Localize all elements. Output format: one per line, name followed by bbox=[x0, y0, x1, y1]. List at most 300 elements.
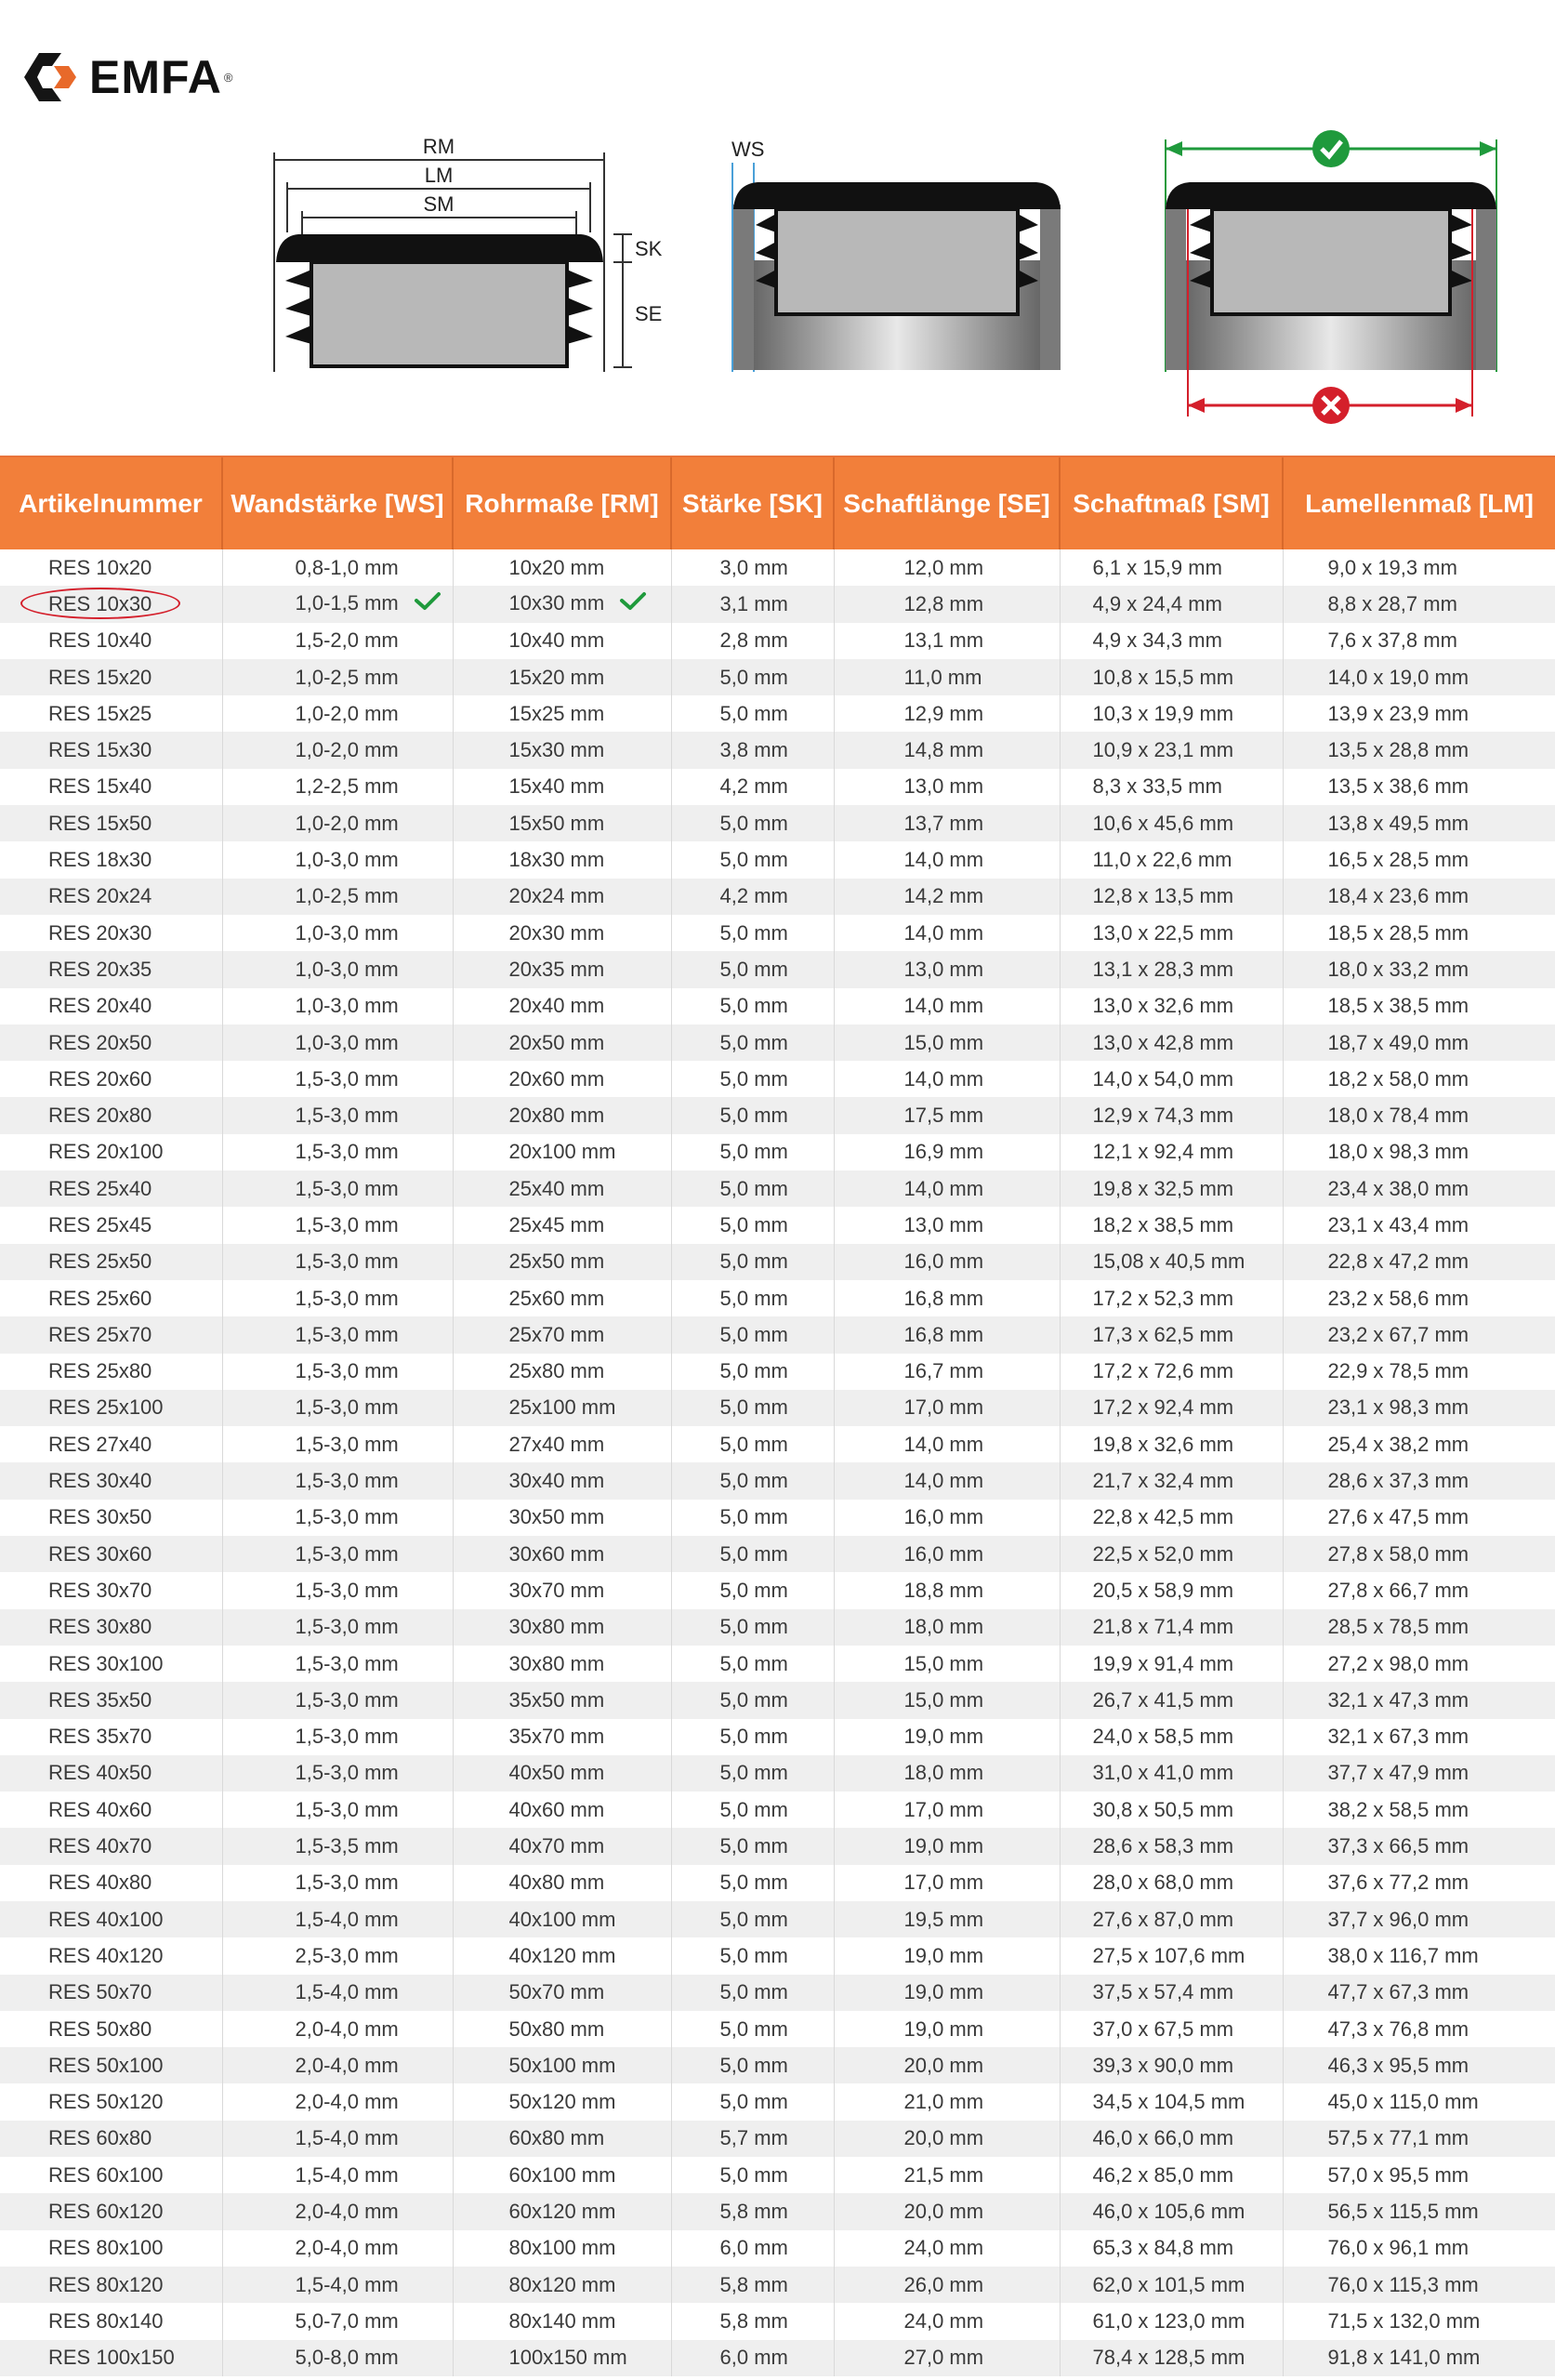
cell-wandstaerke-text: 1,5-3,0 mm bbox=[295, 1871, 399, 1895]
cell-lamellenmass-text: 46,3 x 95,5 mm bbox=[1327, 2053, 1469, 2077]
cell-lamellenmass bbox=[1283, 1426, 1555, 1462]
cell-lamellenmass-text: 18,2 x 58,0 mm bbox=[1327, 1066, 1469, 1091]
checkmark-icon bbox=[619, 591, 647, 617]
cell-artikelnummer-text: RES 30x50 bbox=[48, 1505, 152, 1529]
cell-schaftmass bbox=[1060, 586, 1283, 622]
cell-artikelnummer-text: RES 50x120 bbox=[48, 2090, 164, 2114]
cell-schaftlaenge bbox=[834, 1462, 1060, 1499]
cell-wandstaerke-text: 1,5-4,0 mm bbox=[295, 1907, 399, 1931]
cell-lamellenmass-text: 25,4 x 38,2 mm bbox=[1327, 1432, 1469, 1456]
cell-schaftlaenge-text: 16,0 mm bbox=[903, 1250, 984, 1274]
registered-mark: ® bbox=[223, 70, 233, 85]
cell-artikelnummer bbox=[0, 1609, 222, 1646]
cell-wandstaerke-text: 1,5-4,0 mm bbox=[295, 2126, 399, 2150]
table-row bbox=[0, 1280, 1555, 1316]
cell-artikelnummer bbox=[0, 659, 222, 695]
cell-schaftlaenge-text: 16,8 mm bbox=[903, 1322, 984, 1346]
cell-staerke bbox=[671, 1462, 834, 1499]
cell-rohrmasse bbox=[453, 1937, 671, 1974]
cell-lamellenmass-text: 37,3 x 66,5 mm bbox=[1327, 1834, 1469, 1858]
cell-schaftmass-text: 21,7 x 32,4 mm bbox=[1092, 1469, 1234, 1493]
cell-artikelnummer-text: RES 30x80 bbox=[48, 1615, 152, 1639]
cell-rohrmasse-text: 20x35 mm bbox=[508, 957, 605, 981]
cell-rohrmasse bbox=[453, 1244, 671, 1280]
cell-schaftmass-text: 26,7 x 41,5 mm bbox=[1092, 1687, 1234, 1712]
cell-rohrmasse-text: 30x60 mm bbox=[508, 1541, 605, 1566]
cell-staerke bbox=[671, 1792, 834, 1828]
cell-schaftlaenge-text: 17,0 mm bbox=[903, 1871, 984, 1895]
cell-lamellenmass bbox=[1283, 2303, 1555, 2339]
cell-schaftmass-text: 10,3 x 19,9 mm bbox=[1092, 701, 1234, 725]
table-row bbox=[0, 1207, 1555, 1243]
cell-rohrmasse bbox=[453, 2121, 671, 2157]
cell-lamellenmass-text: 18,5 x 38,5 mm bbox=[1327, 994, 1469, 1018]
cell-artikelnummer-text: RES 25x45 bbox=[48, 1212, 152, 1236]
cell-schaftmass bbox=[1060, 879, 1283, 915]
table-row bbox=[0, 1500, 1555, 1536]
cell-rohrmasse bbox=[453, 1170, 671, 1207]
cell-schaftlaenge bbox=[834, 1354, 1060, 1390]
cell-wandstaerke bbox=[222, 623, 453, 659]
cell-schaftlaenge bbox=[834, 1316, 1060, 1353]
cell-wandstaerke-text: 1,5-3,0 mm bbox=[295, 1725, 399, 1749]
cell-schaftmass-text: 28,6 x 58,3 mm bbox=[1092, 1834, 1234, 1858]
cell-schaftlaenge bbox=[834, 1755, 1060, 1792]
cell-wandstaerke bbox=[222, 988, 453, 1025]
cell-rohrmasse bbox=[453, 1025, 671, 1061]
cell-lamellenmass bbox=[1283, 951, 1555, 987]
header-artikelnummer: Artikelnummer bbox=[0, 456, 222, 549]
cell-rohrmasse-text: 30x40 mm bbox=[508, 1469, 605, 1493]
cell-lamellenmass bbox=[1283, 1207, 1555, 1243]
table-row bbox=[0, 1462, 1555, 1499]
cell-schaftlaenge bbox=[834, 695, 1060, 732]
cell-lamellenmass bbox=[1283, 1316, 1555, 1353]
cell-artikelnummer-text: RES 25x80 bbox=[48, 1359, 152, 1383]
cell-wandstaerke-text: 1,5-3,0 mm bbox=[295, 1578, 399, 1602]
cell-lamellenmass bbox=[1283, 549, 1555, 586]
cell-lamellenmass-text: 91,8 x 141,0 mm bbox=[1327, 2346, 1481, 2370]
cross-circle-icon bbox=[1312, 387, 1350, 424]
cell-lamellenmass bbox=[1283, 1536, 1555, 1572]
cell-schaftmass bbox=[1060, 695, 1283, 732]
cell-schaftlaenge-text: 14,8 mm bbox=[903, 738, 984, 762]
cell-staerke-text: 5,0 mm bbox=[719, 1469, 788, 1493]
cell-lamellenmass bbox=[1283, 1025, 1555, 1061]
cell-artikelnummer-text: RES 15x25 bbox=[48, 701, 152, 725]
cell-schaftmass bbox=[1060, 1609, 1283, 1646]
cell-artikelnummer bbox=[0, 586, 222, 622]
cell-wandstaerke bbox=[222, 2047, 453, 2083]
cell-rohrmasse-text: 10x40 mm bbox=[508, 628, 605, 653]
cell-lamellenmass-text: 16,5 x 28,5 mm bbox=[1327, 848, 1469, 872]
cell-schaftmass bbox=[1060, 2121, 1283, 2157]
cell-rohrmasse bbox=[453, 951, 671, 987]
cell-schaftmass-text: 17,3 x 62,5 mm bbox=[1092, 1322, 1234, 1346]
cell-schaftlaenge-text: 26,0 mm bbox=[903, 2272, 984, 2296]
table-row bbox=[0, 951, 1555, 987]
cell-schaftmass bbox=[1060, 1025, 1283, 1061]
cell-artikelnummer bbox=[0, 1646, 222, 1682]
cell-lamellenmass-text: 57,0 x 95,5 mm bbox=[1327, 2162, 1469, 2187]
cell-staerke-text: 5,0 mm bbox=[719, 1030, 788, 1054]
cell-staerke-text: 5,0 mm bbox=[719, 1066, 788, 1091]
cell-lamellenmass bbox=[1283, 2230, 1555, 2267]
cell-rohrmasse-text: 50x120 mm bbox=[508, 2090, 616, 2114]
cell-schaftmass-text: 61,0 x 123,0 mm bbox=[1092, 2308, 1245, 2333]
cell-rohrmasse-text: 25x100 mm bbox=[508, 1395, 616, 1420]
cell-staerke bbox=[671, 695, 834, 732]
cell-rohrmasse bbox=[453, 1536, 671, 1572]
cell-schaftmass bbox=[1060, 1719, 1283, 1755]
cell-schaftlaenge bbox=[834, 1609, 1060, 1646]
cell-rohrmasse-text: 25x80 mm bbox=[508, 1359, 605, 1383]
cell-wandstaerke-text: 1,5-3,0 mm bbox=[295, 1322, 399, 1346]
cell-wandstaerke-text: 1,5-3,0 mm bbox=[295, 1432, 399, 1456]
cell-schaftlaenge-text: 14,0 mm bbox=[903, 920, 984, 945]
cell-wandstaerke bbox=[222, 915, 453, 951]
cell-schaftmass-text: 17,2 x 52,3 mm bbox=[1092, 1286, 1234, 1310]
cell-rohrmasse bbox=[453, 1901, 671, 1937]
cell-staerke-text: 4,2 mm bbox=[719, 884, 788, 908]
cell-artikelnummer-text: RES 80x120 bbox=[48, 2272, 164, 2296]
cell-schaftlaenge bbox=[834, 1682, 1060, 1718]
cell-schaftmass bbox=[1060, 659, 1283, 695]
cell-lamellenmass-text: 13,5 x 38,6 mm bbox=[1327, 774, 1469, 799]
table-row bbox=[0, 988, 1555, 1025]
cell-artikelnummer bbox=[0, 2121, 222, 2157]
cell-staerke bbox=[671, 841, 834, 878]
cell-schaftmass-text: 13,0 x 42,8 mm bbox=[1092, 1030, 1234, 1054]
cell-staerke bbox=[671, 1500, 834, 1536]
cell-schaftlaenge-text: 21,5 mm bbox=[903, 2162, 984, 2187]
table-row bbox=[0, 623, 1555, 659]
cell-wandstaerke bbox=[222, 2083, 453, 2120]
cell-schaftlaenge-text: 17,0 mm bbox=[903, 1395, 984, 1420]
cell-lamellenmass bbox=[1283, 769, 1555, 805]
cell-schaftlaenge-text: 13,0 mm bbox=[903, 1212, 984, 1236]
cell-rohrmasse bbox=[453, 1792, 671, 1828]
cell-lamellenmass bbox=[1283, 586, 1555, 622]
cell-wandstaerke-text: 1,0-2,0 mm bbox=[295, 811, 399, 835]
cell-staerke bbox=[671, 951, 834, 987]
cell-staerke bbox=[671, 1828, 834, 1864]
cell-schaftmass-text: 10,6 x 45,6 mm bbox=[1092, 811, 1234, 835]
cell-rohrmasse-text: 25x45 mm bbox=[508, 1212, 605, 1236]
cell-wandstaerke-text: 5,0-8,0 mm bbox=[295, 2346, 399, 2370]
cell-lamellenmass bbox=[1283, 695, 1555, 732]
cell-wandstaerke-text: 2,0-4,0 mm bbox=[295, 2200, 399, 2223]
brand-name: EMFA bbox=[89, 51, 222, 103]
cell-lamellenmass bbox=[1283, 1244, 1555, 1280]
table-row bbox=[0, 1828, 1555, 1864]
cell-schaftmass bbox=[1060, 623, 1283, 659]
cell-rohrmasse-text: 35x50 mm bbox=[508, 1687, 605, 1712]
cell-rohrmasse bbox=[453, 2230, 671, 2267]
cell-staerke-text: 5,0 mm bbox=[719, 1871, 788, 1895]
cell-schaftlaenge bbox=[834, 988, 1060, 1025]
cell-artikelnummer bbox=[0, 1354, 222, 1390]
cell-lamellenmass-text: 23,2 x 58,6 mm bbox=[1327, 1286, 1469, 1310]
cell-schaftlaenge-text: 17,5 mm bbox=[903, 1104, 984, 1128]
cell-artikelnummer-text: RES 27x40 bbox=[48, 1432, 152, 1456]
cell-schaftmass bbox=[1060, 1280, 1283, 1316]
cell-schaftmass-text: 17,2 x 72,6 mm bbox=[1092, 1359, 1234, 1383]
cell-artikelnummer bbox=[0, 1097, 222, 1133]
cell-staerke bbox=[671, 549, 834, 586]
cell-schaftmass bbox=[1060, 1646, 1283, 1682]
cell-schaftlaenge bbox=[834, 1207, 1060, 1243]
cell-wandstaerke bbox=[222, 1244, 453, 1280]
cell-wandstaerke-text: 1,5-3,0 mm bbox=[295, 1250, 399, 1274]
cell-schaftmass bbox=[1060, 2267, 1283, 2303]
cell-schaftlaenge bbox=[834, 1975, 1060, 2011]
cell-schaftlaenge-text: 14,0 mm bbox=[903, 1066, 984, 1091]
cell-lamellenmass-text: 27,8 x 58,0 mm bbox=[1327, 1541, 1469, 1566]
cell-lamellenmass-text: 18,0 x 98,3 mm bbox=[1327, 1140, 1469, 1164]
cell-schaftmass-text: 15,08 x 40,5 mm bbox=[1092, 1250, 1245, 1274]
cell-staerke-text: 6,0 mm bbox=[719, 2346, 788, 2370]
cell-staerke-text: 5,0 mm bbox=[719, 920, 788, 945]
cell-wandstaerke bbox=[222, 1682, 453, 1718]
cell-staerke bbox=[671, 1280, 834, 1316]
cell-schaftmass-text: 46,2 x 85,0 mm bbox=[1092, 2162, 1234, 2187]
cell-schaftmass-text: 11,0 x 22,6 mm bbox=[1092, 848, 1232, 872]
cell-schaftlaenge bbox=[834, 2340, 1060, 2376]
cell-rohrmasse bbox=[453, 805, 671, 841]
table-row bbox=[0, 2267, 1555, 2303]
cell-schaftlaenge bbox=[834, 1828, 1060, 1864]
cell-schaftlaenge bbox=[834, 1134, 1060, 1170]
table-row bbox=[0, 1719, 1555, 1755]
cell-schaftmass bbox=[1060, 2193, 1283, 2229]
cell-artikelnummer-text: RES 20x50 bbox=[48, 1030, 152, 1054]
table-row bbox=[0, 695, 1555, 732]
cell-schaftlaenge bbox=[834, 1719, 1060, 1755]
cell-wandstaerke bbox=[222, 1354, 453, 1390]
cell-wandstaerke-text: 1,0-2,0 mm bbox=[295, 738, 399, 762]
cell-staerke bbox=[671, 2267, 834, 2303]
cell-schaftmass bbox=[1060, 1134, 1283, 1170]
cell-schaftmass bbox=[1060, 1536, 1283, 1572]
cell-artikelnummer bbox=[0, 2047, 222, 2083]
header-lamellenmass: Lamellenmaß [LM] bbox=[1283, 456, 1555, 549]
cell-artikelnummer bbox=[0, 695, 222, 732]
cell-lamellenmass bbox=[1283, 659, 1555, 695]
cell-lamellenmass-text: 8,8 x 28,7 mm bbox=[1327, 591, 1457, 615]
cell-lamellenmass-text: 23,2 x 67,7 mm bbox=[1327, 1322, 1469, 1346]
cell-schaftmass-text: 46,0 x 66,0 mm bbox=[1092, 2126, 1234, 2150]
cell-artikelnummer bbox=[0, 1937, 222, 1974]
cell-schaftmass bbox=[1060, 1572, 1283, 1608]
cell-artikelnummer bbox=[0, 1316, 222, 1353]
cell-wandstaerke bbox=[222, 1134, 453, 1170]
cell-staerke-text: 5,0 mm bbox=[719, 848, 788, 872]
label-lm: LM bbox=[424, 164, 454, 187]
table-row bbox=[0, 1316, 1555, 1353]
cell-schaftmass bbox=[1060, 1792, 1283, 1828]
cell-rohrmasse bbox=[453, 1280, 671, 1316]
table-header-row bbox=[0, 456, 1555, 549]
cell-wandstaerke bbox=[222, 2157, 453, 2193]
cell-artikelnummer-text: RES 25x70 bbox=[48, 1322, 152, 1346]
table-row bbox=[0, 2230, 1555, 2267]
cell-staerke-text: 5,0 mm bbox=[719, 2053, 788, 2077]
cell-artikelnummer bbox=[0, 549, 222, 586]
cell-wandstaerke-text: 1,0-3,0 mm bbox=[295, 957, 399, 981]
cell-lamellenmass-text: 23,4 x 38,0 mm bbox=[1327, 1176, 1469, 1200]
cell-schaftlaenge bbox=[834, 1025, 1060, 1061]
cell-schaftlaenge bbox=[834, 1061, 1060, 1097]
cell-wandstaerke-text: 1,5-3,0 mm bbox=[295, 1687, 399, 1712]
cell-artikelnummer-text: RES 30x70 bbox=[48, 1578, 152, 1602]
cell-wandstaerke-text: 1,5-3,0 mm bbox=[295, 1505, 399, 1529]
cell-staerke-text: 5,8 mm bbox=[719, 2308, 788, 2333]
cell-staerke bbox=[671, 1025, 834, 1061]
cell-rohrmasse-text: 80x140 mm bbox=[508, 2308, 616, 2333]
cell-schaftlaenge bbox=[834, 623, 1060, 659]
cell-schaftlaenge-text: 16,0 mm bbox=[903, 1505, 984, 1529]
cell-staerke bbox=[671, 1390, 834, 1426]
cell-artikelnummer-text: RES 20x35 bbox=[48, 957, 152, 981]
cell-artikelnummer bbox=[0, 951, 222, 987]
cell-rohrmasse-text: 15x40 mm bbox=[508, 774, 605, 799]
cell-staerke-text: 5,0 mm bbox=[719, 1687, 788, 1712]
cell-schaftmass bbox=[1060, 1207, 1283, 1243]
cell-wandstaerke-text: 1,5-2,0 mm bbox=[295, 628, 399, 653]
cell-rohrmasse-text: 60x80 mm bbox=[508, 2126, 605, 2150]
cell-schaftlaenge-text: 16,7 mm bbox=[903, 1359, 984, 1383]
cell-schaftlaenge bbox=[834, 1536, 1060, 1572]
cell-schaftmass bbox=[1060, 2011, 1283, 2047]
cell-lamellenmass bbox=[1283, 2267, 1555, 2303]
cell-schaftmass bbox=[1060, 1500, 1283, 1536]
cell-rohrmasse-text: 20x30 mm bbox=[508, 920, 605, 945]
cell-staerke bbox=[671, 2011, 834, 2047]
cell-schaftlaenge bbox=[834, 769, 1060, 805]
cell-rohrmasse bbox=[453, 879, 671, 915]
table-row bbox=[0, 1682, 1555, 1718]
cell-staerke-text: 5,0 mm bbox=[719, 1907, 788, 1931]
cell-schaftlaenge-text: 19,0 mm bbox=[903, 1980, 984, 2004]
cell-artikelnummer bbox=[0, 915, 222, 951]
cell-schaftmass-text: 28,0 x 68,0 mm bbox=[1092, 1871, 1234, 1895]
cell-wandstaerke bbox=[222, 1170, 453, 1207]
cell-wandstaerke-text: 1,0-1,5 mm bbox=[295, 590, 399, 615]
cell-schaftlaenge bbox=[834, 1170, 1060, 1207]
cell-lamellenmass bbox=[1283, 1390, 1555, 1426]
cell-schaftlaenge-text: 18,0 mm bbox=[903, 1615, 984, 1639]
header-wandstaerke: Wandstärke [WS] bbox=[222, 456, 453, 549]
label-rm: RM bbox=[422, 135, 455, 158]
cell-staerke-text: 6,0 mm bbox=[719, 2236, 788, 2260]
cell-staerke bbox=[671, 1901, 834, 1937]
cell-staerke-text: 5,0 mm bbox=[719, 1140, 788, 1164]
cell-staerke-text: 5,0 mm bbox=[719, 1761, 788, 1785]
cell-artikelnummer-text: RES 35x70 bbox=[48, 1725, 152, 1749]
cell-lamellenmass bbox=[1283, 2047, 1555, 2083]
cell-schaftmass bbox=[1060, 1462, 1283, 1499]
cell-rohrmasse-text: 35x70 mm bbox=[508, 1725, 605, 1749]
cell-rohrmasse bbox=[453, 1646, 671, 1682]
cell-staerke bbox=[671, 1207, 834, 1243]
cell-rohrmasse-text: 30x80 mm bbox=[508, 1651, 605, 1675]
check-circle-icon bbox=[1312, 130, 1350, 167]
cell-wandstaerke bbox=[222, 2193, 453, 2229]
cell-schaftlaenge-text: 21,0 mm bbox=[903, 2090, 984, 2114]
cell-wandstaerke bbox=[222, 2340, 453, 2376]
cell-staerke bbox=[671, 915, 834, 951]
cell-lamellenmass-text: 14,0 x 19,0 mm bbox=[1327, 665, 1469, 689]
cell-staerke-text: 5,0 mm bbox=[719, 811, 788, 835]
cell-schaftmass-text: 12,1 x 92,4 mm bbox=[1092, 1140, 1234, 1164]
cell-staerke bbox=[671, 659, 834, 695]
cell-schaftlaenge bbox=[834, 841, 1060, 878]
cell-staerke bbox=[671, 2121, 834, 2157]
cell-wandstaerke-text: 2,5-3,0 mm bbox=[295, 1943, 399, 1967]
cell-lamellenmass bbox=[1283, 1061, 1555, 1097]
cell-staerke-text: 5,0 mm bbox=[719, 1725, 788, 1749]
cell-schaftlaenge-text: 14,2 mm bbox=[903, 884, 984, 908]
cell-lamellenmass-text: 9,0 x 19,3 mm bbox=[1327, 555, 1457, 579]
cell-schaftmass bbox=[1060, 1682, 1283, 1718]
cell-artikelnummer-text: RES 10x40 bbox=[48, 628, 152, 653]
cell-rohrmasse-text: 20x100 mm bbox=[508, 1140, 616, 1164]
cell-artikelnummer-text: RES 60x100 bbox=[48, 2162, 164, 2187]
cell-schaftmass bbox=[1060, 2083, 1283, 2120]
cell-schaftmass-text: 19,9 x 91,4 mm bbox=[1092, 1651, 1234, 1675]
cell-schaftlaenge-text: 14,0 mm bbox=[903, 1176, 984, 1200]
cell-rohrmasse-text: 15x50 mm bbox=[508, 811, 605, 835]
cell-lamellenmass bbox=[1283, 1500, 1555, 1536]
cell-lamellenmass bbox=[1283, 2011, 1555, 2047]
cell-schaftlaenge-text: 13,7 mm bbox=[903, 811, 984, 835]
cell-rohrmasse-text: 40x120 mm bbox=[508, 1943, 616, 1967]
cell-staerke bbox=[671, 1244, 834, 1280]
table-row bbox=[0, 1865, 1555, 1901]
cell-lamellenmass-text: 76,0 x 96,1 mm bbox=[1327, 2236, 1469, 2260]
cell-artikelnummer bbox=[0, 2011, 222, 2047]
cell-wandstaerke bbox=[222, 1975, 453, 2011]
cell-artikelnummer bbox=[0, 1390, 222, 1426]
cell-rohrmasse-text: 20x50 mm bbox=[508, 1030, 605, 1054]
cell-wandstaerke-text: 1,5-3,0 mm bbox=[295, 1359, 399, 1383]
cell-wandstaerke bbox=[222, 2267, 453, 2303]
cell-artikelnummer-text: RES 15x30 bbox=[48, 738, 152, 762]
cell-artikelnummer-text: RES 20x80 bbox=[48, 1104, 152, 1128]
cell-schaftlaenge-text: 17,0 mm bbox=[903, 1797, 984, 1821]
cell-rohrmasse bbox=[453, 623, 671, 659]
checkmark-icon bbox=[414, 591, 441, 617]
cell-rohrmasse bbox=[453, 1755, 671, 1792]
cell-schaftmass bbox=[1060, 915, 1283, 951]
cell-wandstaerke-text: 1,5-4,0 mm bbox=[295, 2162, 399, 2187]
cell-wandstaerke-text: 1,5-3,0 mm bbox=[295, 1212, 399, 1236]
cell-schaftmass bbox=[1060, 2047, 1283, 2083]
cell-artikelnummer-text: RES 20x60 bbox=[48, 1066, 152, 1091]
cell-rohrmasse bbox=[453, 2340, 671, 2376]
cell-wandstaerke bbox=[222, 695, 453, 732]
cell-artikelnummer-text: RES 35x50 bbox=[48, 1687, 152, 1712]
cell-schaftlaenge bbox=[834, 2047, 1060, 2083]
cell-lamellenmass bbox=[1283, 1719, 1555, 1755]
cell-lamellenmass bbox=[1283, 1646, 1555, 1682]
cell-schaftmass-text: 14,0 x 54,0 mm bbox=[1092, 1066, 1234, 1091]
cell-staerke bbox=[671, 1975, 834, 2011]
cell-schaftlaenge-text: 13,0 mm bbox=[903, 957, 984, 981]
cell-wandstaerke bbox=[222, 1572, 453, 1608]
cell-artikelnummer-text: RES 15x40 bbox=[48, 774, 152, 799]
